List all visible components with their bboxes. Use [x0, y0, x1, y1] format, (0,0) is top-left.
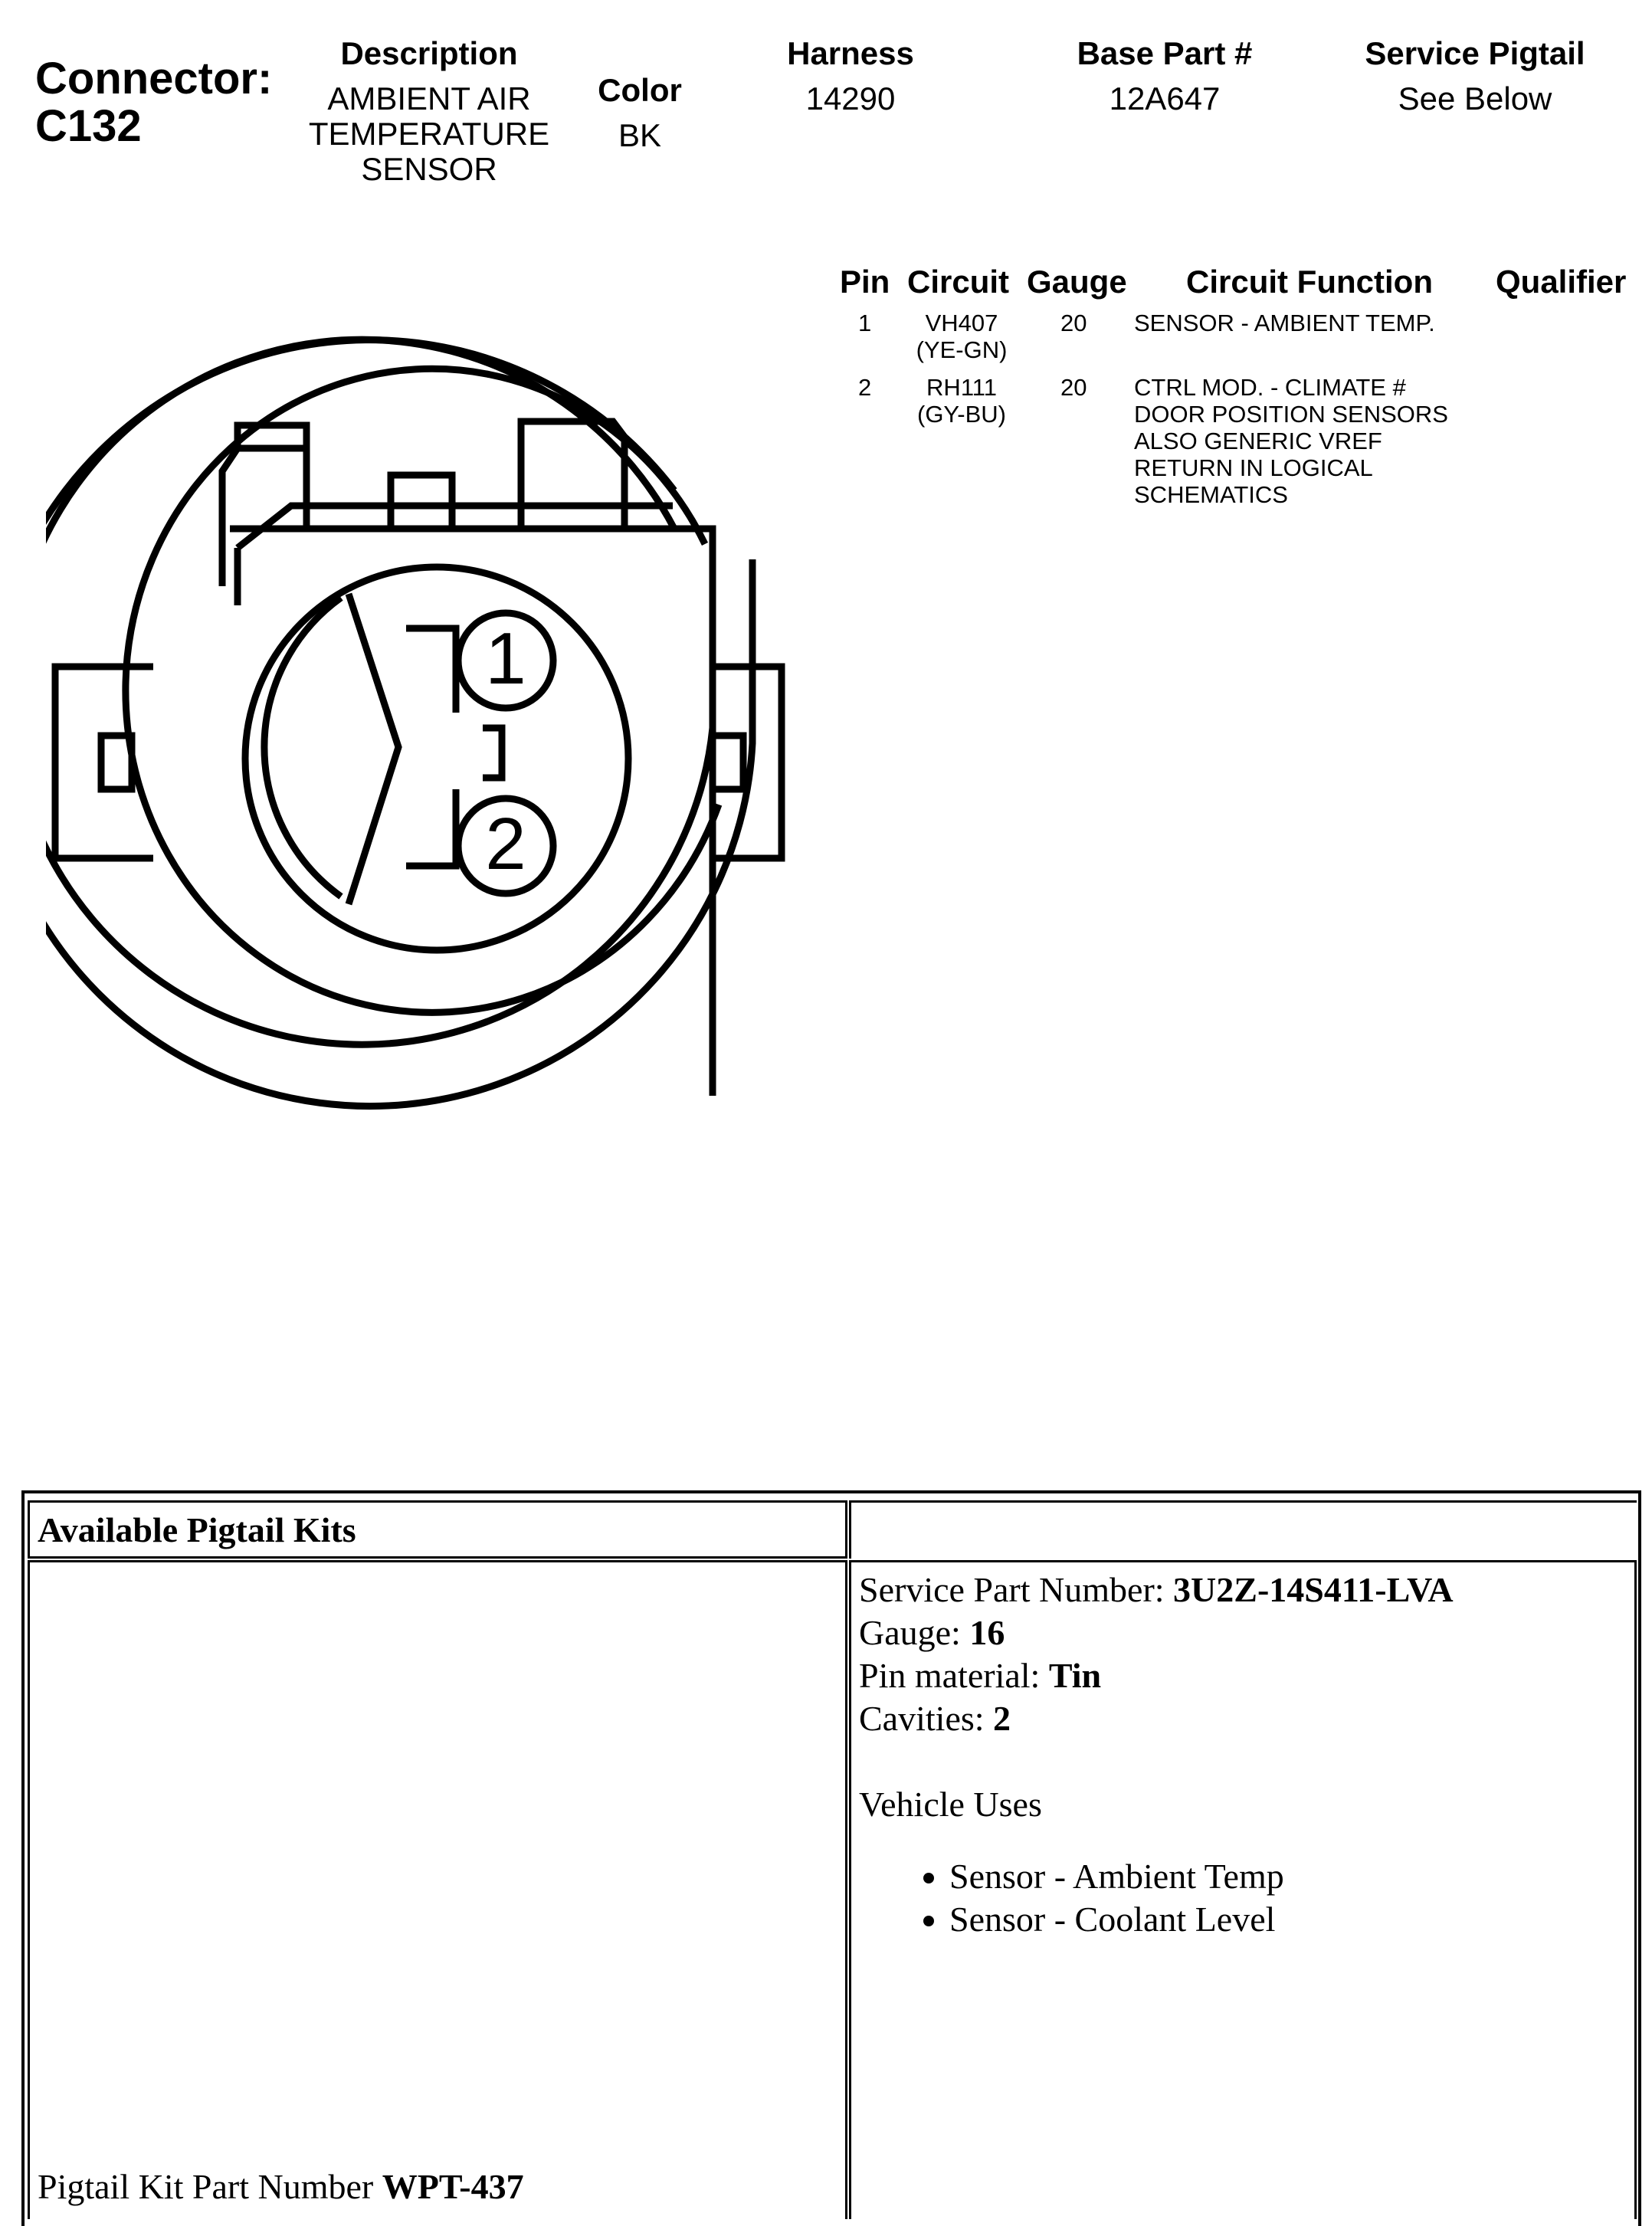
pin-material-label: Pin material: — [859, 1656, 1049, 1695]
pin-header: Pin — [840, 264, 890, 300]
qualifier-header: Qualifier — [1496, 264, 1627, 300]
kit-label: Pigtail Kit Part Number — [38, 2167, 382, 2206]
right-side-tab — [713, 667, 782, 858]
pin-number: 1 — [858, 310, 872, 336]
kit-value: WPT-437 — [382, 2167, 524, 2206]
connector-label: Connector: — [35, 54, 273, 103]
circuit-code: VH407 (YE-GN) — [916, 310, 1008, 363]
cavities-value: 2 — [993, 1699, 1011, 1738]
circuit-function: SENSOR - AMBIENT TEMP. — [1134, 310, 1435, 336]
right-side-slot — [713, 736, 743, 789]
key-inner — [264, 598, 341, 897]
pigtail-title-spacer — [849, 1500, 1637, 1559]
color-value: BK — [618, 117, 662, 153]
gauge-header: Gauge — [1027, 264, 1127, 300]
service-pigtail-heading: Service Pigtail — [1365, 35, 1585, 71]
harness-heading: Harness — [787, 35, 914, 71]
gauge-value: 20 — [1060, 310, 1087, 336]
key-outline — [349, 594, 398, 904]
service-part-line — [851, 1562, 1634, 1611]
pin1-neck — [406, 628, 456, 713]
connector-id: C132 — [35, 101, 142, 151]
connector-title — [35, 55, 272, 150]
pin-face-cavity — [245, 567, 628, 950]
color-heading: Color — [598, 72, 682, 108]
harness-value: 14290 — [805, 80, 896, 116]
base-part-heading: Base Part # — [1077, 35, 1253, 71]
pigtail-details-cell — [849, 1560, 1637, 2219]
circuit-function: CTRL MOD. - CLIMATE # DOOR POSITION SENSORS ALSO GENERIC VREF RETURN IN LOGICAL SCHEMATICS — [1134, 374, 1448, 508]
service-part-label: Service Part Number: — [859, 1570, 1174, 1609]
list-item: • Sensor - Coolant Level — [949, 1898, 1634, 1941]
pin-2-label: 2 — [485, 803, 526, 885]
gauge-line — [851, 1611, 1634, 1654]
pin-number: 2 — [858, 374, 872, 401]
outer-body-ring — [46, 340, 752, 1106]
gauge-label: Gauge: — [859, 1613, 970, 1652]
pigtail-image-cell — [28, 1560, 847, 2219]
center-top-tab — [391, 475, 452, 529]
gauge-value: 16 — [969, 1613, 1005, 1652]
vehicle-uses-title: Vehicle Uses — [859, 1785, 1042, 1824]
list-item: • Sensor - Ambient Temp — [949, 1855, 1634, 1898]
pin2-neck — [406, 789, 456, 866]
pigtail-kit-number — [38, 2165, 524, 2208]
description-heading: Description — [340, 35, 518, 71]
pigtail-title-cell — [28, 1500, 847, 1559]
connector-face-diagram — [46, 329, 820, 1134]
description-value: AMBIENT AIR TEMPERATURE SENSOR — [308, 80, 550, 187]
vehicle-uses-list — [851, 1855, 1634, 1941]
circuit-function-header: Circuit Function — [1186, 264, 1433, 300]
cavities-label: Cavities: — [859, 1699, 994, 1738]
circuit-header: Circuit — [907, 264, 1010, 300]
circuit-code: RH111 (GY-BU) — [917, 374, 1006, 428]
pin-material-line — [851, 1654, 1634, 1697]
cavities-line — [851, 1697, 1634, 1740]
pin-1-label: 1 — [485, 618, 526, 700]
pigtail-title: Available Pigtail Kits — [38, 1510, 356, 1549]
service-pigtail-value: See Below — [1398, 80, 1552, 116]
base-part-value: 12A647 — [1109, 80, 1221, 116]
service-part-value: 3U2Z-14S411-LVA — [1173, 1570, 1454, 1609]
pin-material-value: Tin — [1048, 1656, 1102, 1695]
gauge-value: 20 — [1060, 374, 1087, 401]
pin-divider — [483, 728, 502, 778]
